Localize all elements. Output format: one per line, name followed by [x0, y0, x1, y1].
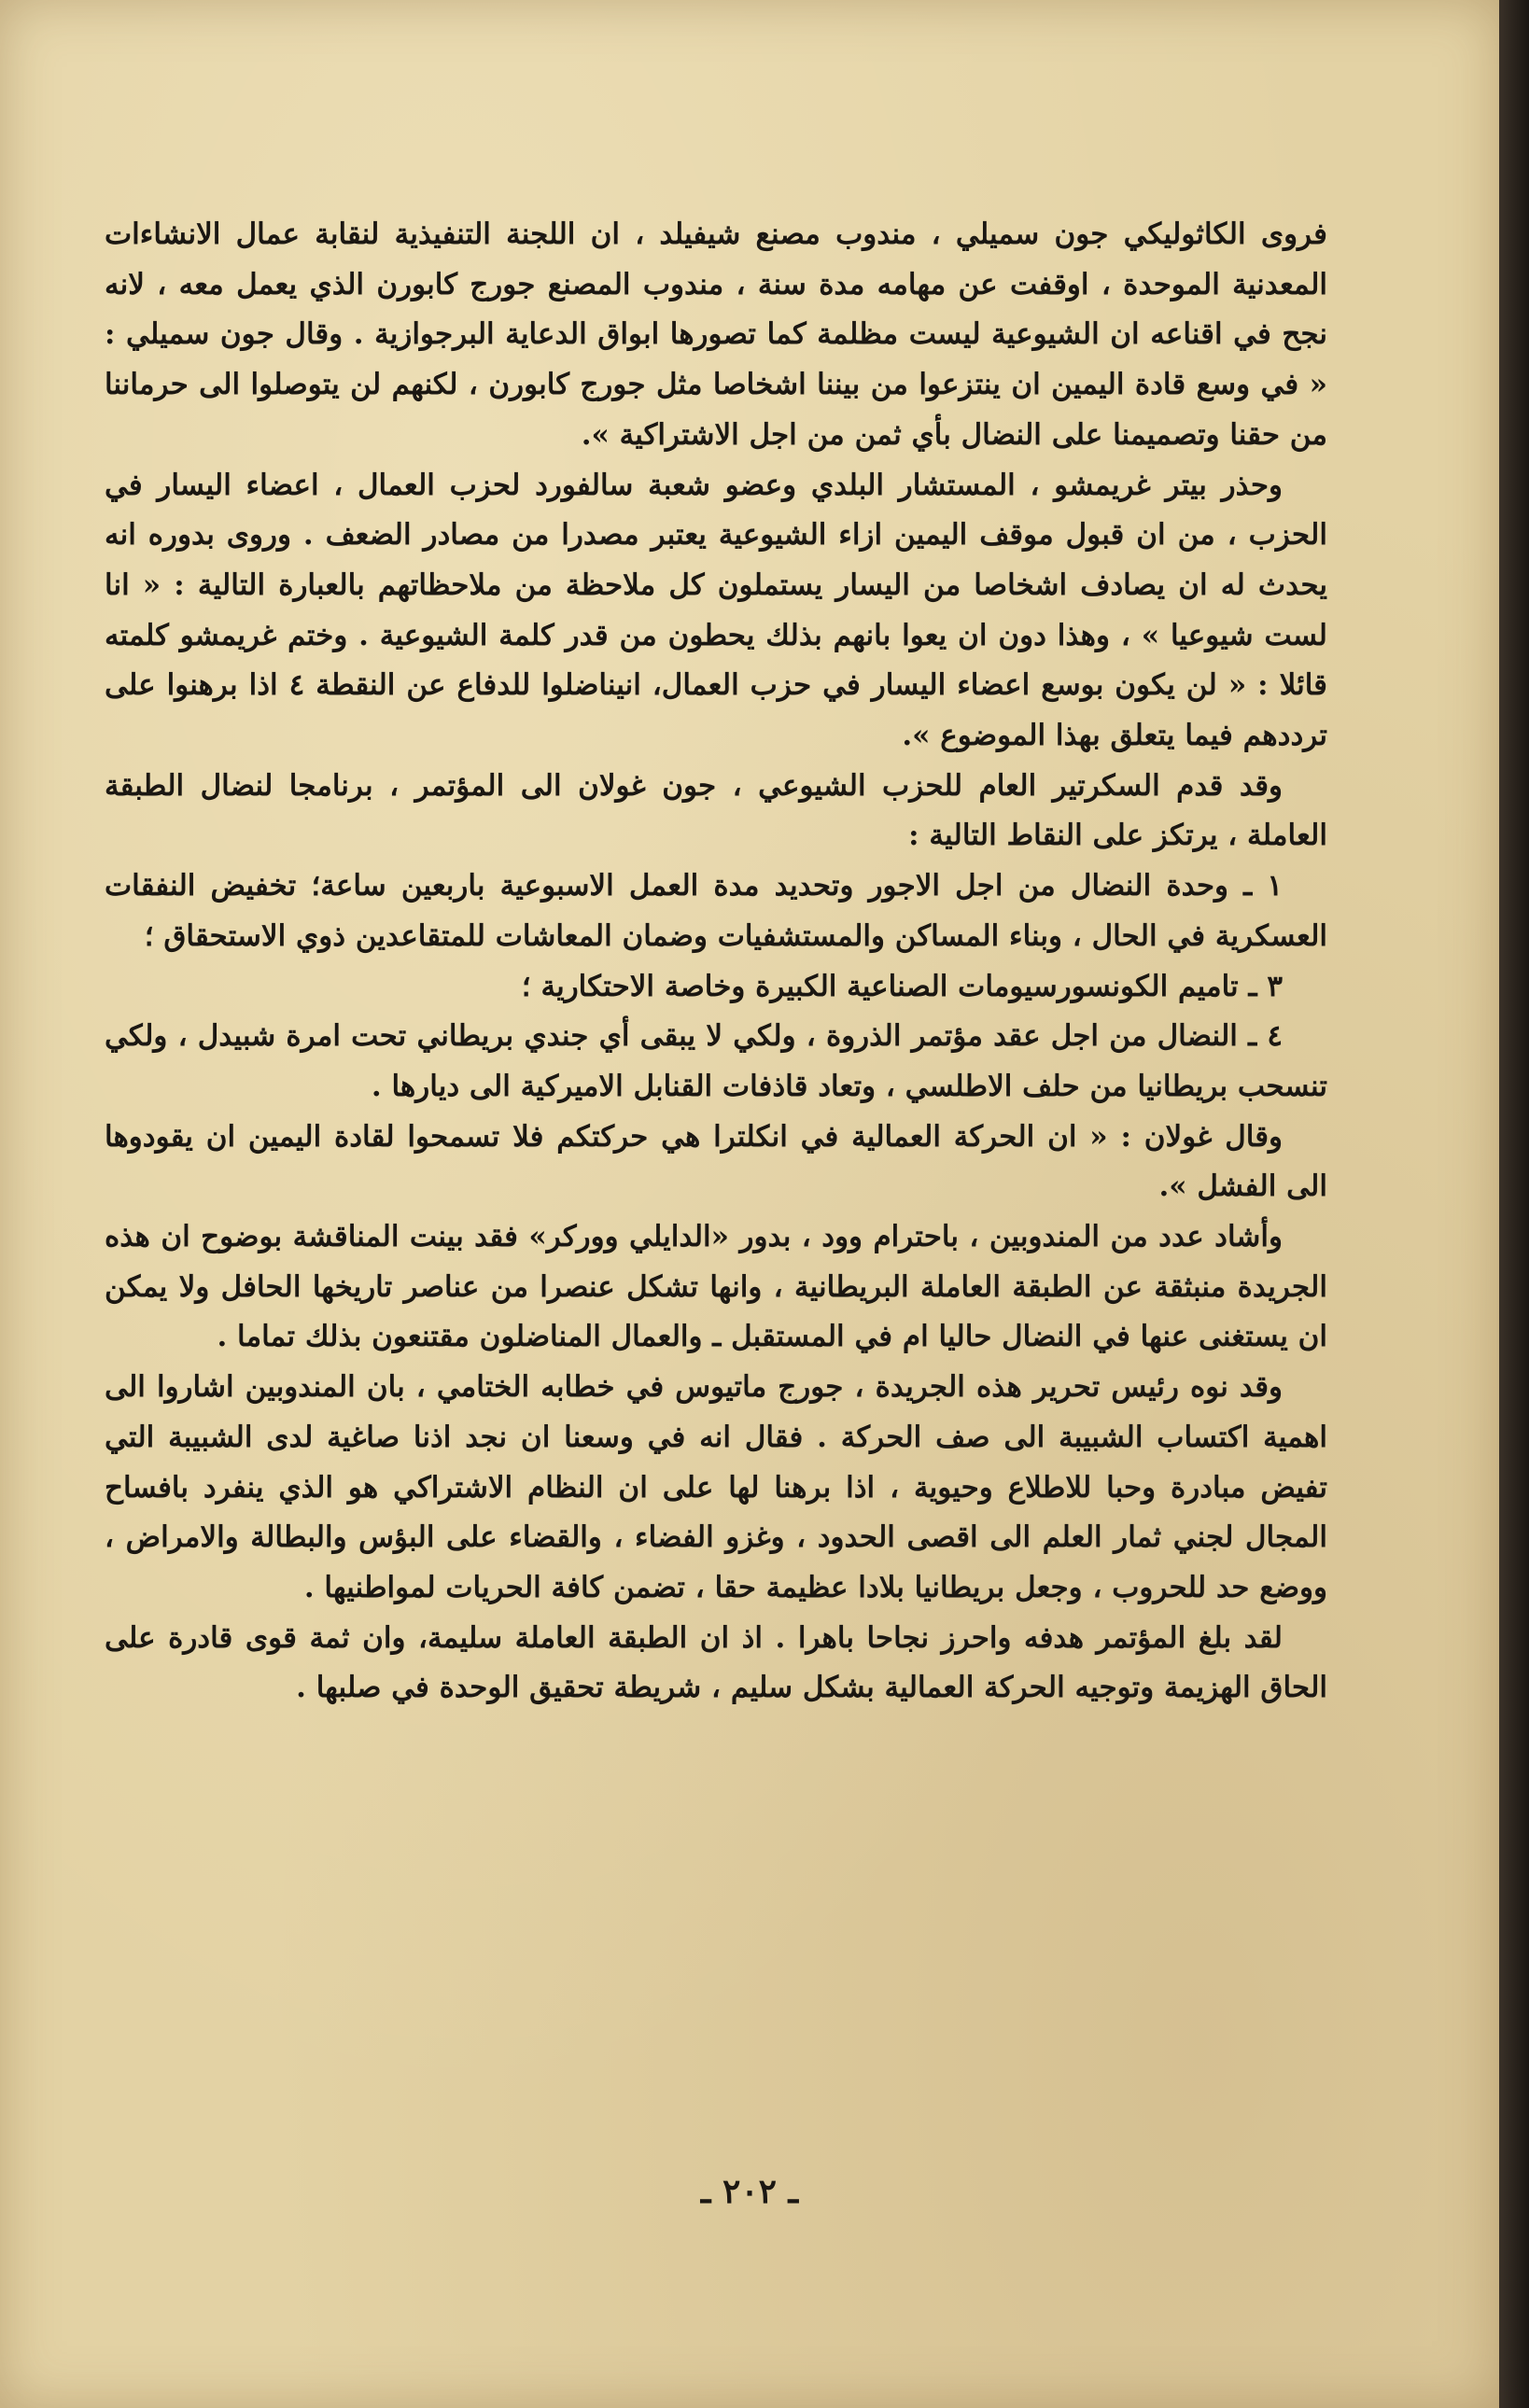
list-item: ٣ ـ تاميم الكونسورسيومات الصناعية الكبيرة وخاصة الاحتكارية ؛	[521, 969, 1283, 1003]
paragraph: وقال غولان : « ان الحركة العمالية في انكلترا هي حركتكم فلا تسمحوا لقادة اليمين ان يقودوها الى الفشل ».	[105, 1119, 1327, 1204]
book-spine-edge	[1499, 0, 1529, 2408]
paragraph: وقد قدم السكرتير العام للحزب الشيوعي ، جون غولان الى المؤتمر ، برنامجا لنضال الطبقة العاملة ، يرتكز على النقاط التالية :	[105, 768, 1327, 853]
paragraph: وحذر بيتر غريمشو ، المستشار البلدي وعضو شعبة سالفورد لحزب العمال ، اعضاء اليسار في الحزب ، من ان قبول موقف اليمين ازاء الشيوعية يعتبر مصدرا من مصادر الضعف . وروى بدوره انه يحدث له ان يصادف اشخاصا من اليسار يستملون كل ملاحظة من ملاحظاتهم بالعبارة التالية : « انا لست شيوعيا » ، وهذا دون ان يعوا بانهم بذلك يحطون من قدر كلمة الشيوعية . وختم غريمشو كلمته قائلا : « لن يكون بوسع اعضاء اليسار في حزب العمال، انيناضلوا للدفاع عن النقطة ٤ اذا برهنوا على ترددهم فيما يتعلق بهذا الموضوع ».	[105, 468, 1327, 753]
paragraph: وأشاد عدد من المندوبين ، باحترام وود ، بدور «الدايلي ووركر» فقد بينت المناقشة بوضوح ان هذه الجريدة منبثقة عن الطبقة العاملة البريطانية ، وانها تشكل عنصرا من عناصر تاريخها الحافل ولا يمكن ان يستغنى عنها في النضال حاليا ام في المستقبل ـ والعمال المناضلون مقتنعون بذلك تماما .	[105, 1220, 1327, 1354]
list-item: ١ ـ وحدة النضال من اجل الاجور وتحديد مدة العمل الاسبوعية باربعين ساعة؛ تخفيض النفقات العسكرية في الحال ، وبناء المساكن والمستشفيات وضمان المعاشات للمتقاعدين ذوي الاستحقاق ؛	[105, 869, 1327, 953]
paragraph: لقد بلغ المؤتمر هدفه واحرز نجاحا باهرا . اذ ان الطبقة العاملة سليمة، وان ثمة قوى قادرة على الحاق الهزيمة وتوجيه الحركة العمالية بشكل سليم ، شريطة تحقيق الوحدة في صلبها .	[105, 1620, 1327, 1705]
body-text	[105, 210, 1327, 1714]
page-number: ـ ٢٠٢ ـ	[700, 2172, 799, 2211]
paragraph: فروى الكاثوليكي جون سميلي ، مندوب مصنع شيفيلد ، ان اللجنة التنفيذية لنقابة عمال الانشاءات المعدنية الموحدة ، اوقفت عن مهامه مدة سنة ، مندوب المصنع جورج كابورن الذي يعمل معه ، لانه نجح في اقناعه ان الشيوعية ليست مظلمة كما تصورها ابواق الدعاية البرجوازية . وقال جون سميلي : « في وسع قادة اليمين ان ينتزعوا من بيننا اشخاصا مثل جورج كابورن ، لكنهم لن يتوصلوا الى حرماننا من حقنا وتصميمنا على النضال بأي ثمن من اجل الاشتراكية ».	[105, 217, 1327, 452]
list-item: ٤ ـ النضال من اجل عقد مؤتمر الذروة ، ولكي لا يبقى أي جندي بريطاني تحت امرة شبيدل ، ولكي تنسحب بريطانيا من حلف الاطلسي ، وتعاد قاذفات القنابل الاميركية الى ديارها .	[105, 1019, 1327, 1103]
paragraph: وقد نوه رئيس تحرير هذه الجريدة ، جورج ماتيوس في خطابه الختامي ، بان المندوبين اشاروا الى اهمية اكتساب الشبيبة الى صف الحركة . فقال انه في وسعنا ان نجد اذنا صاغية لدى الشبيبة التي تفيض مبادرة وحبا للاطلاع وحيوية ، اذا برهنا لها على ان النظام الاشتراكي هو الذي ينفرد بافساح المجال لجني ثمار العلم الى اقصى الحدود ، وغزو الفضاء ، والقضاء على البؤس والبطالة والامراض ، ووضع حد للحروب ، وجعل بريطانيا بلادا عظيمة حقا ، تضمن كافة الحريات لمواطنيها .	[105, 1370, 1327, 1604]
